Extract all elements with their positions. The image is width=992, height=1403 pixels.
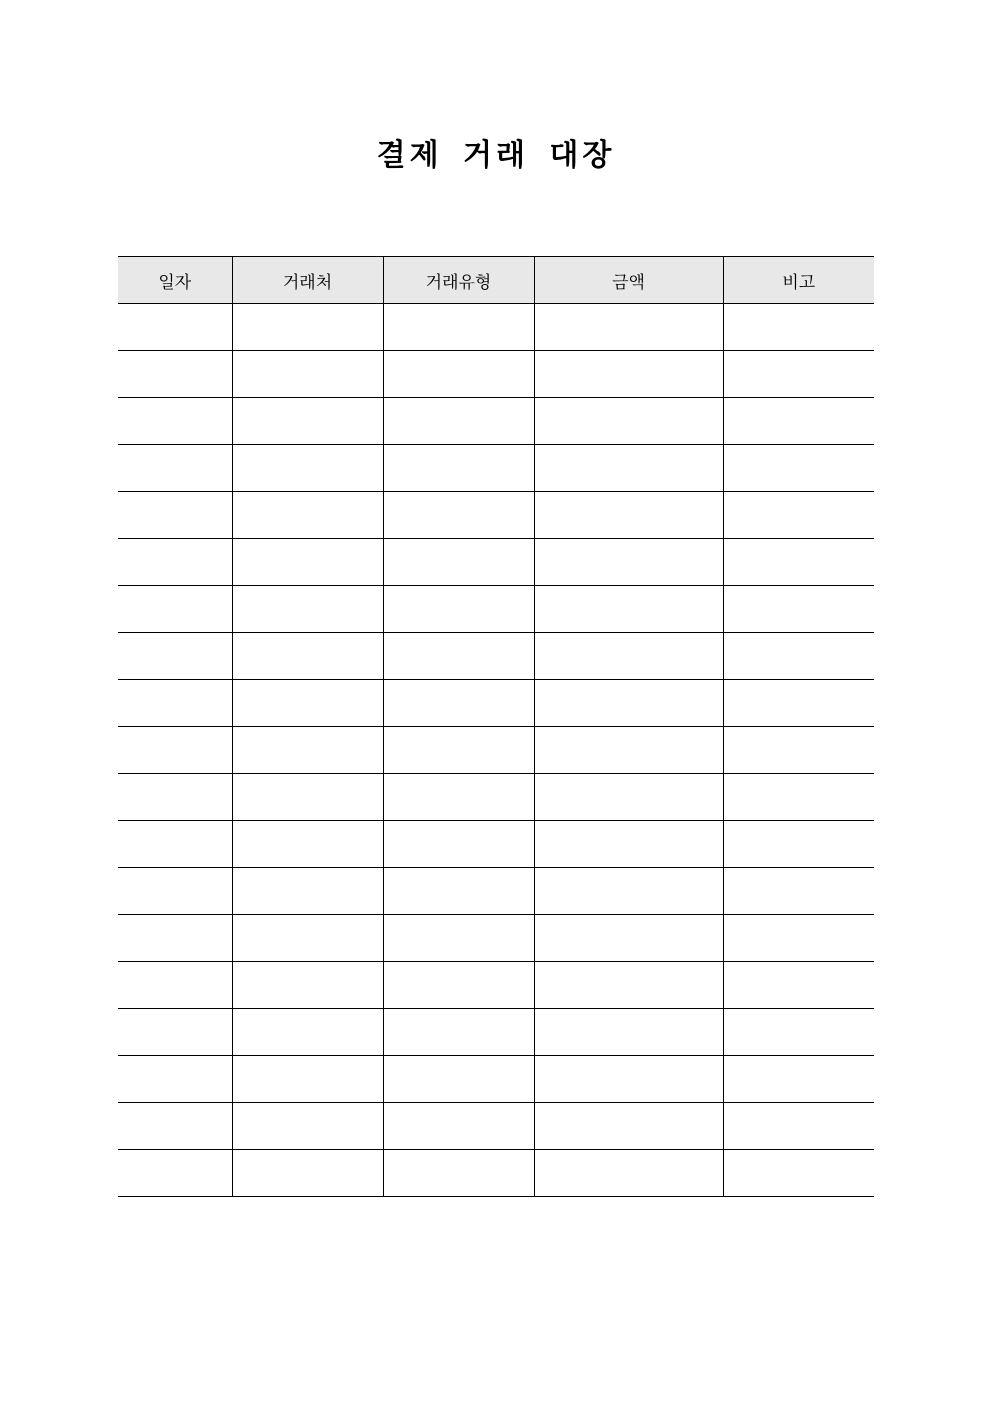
- cell-date: [118, 915, 232, 962]
- cell-note: [723, 1056, 874, 1103]
- cell-date: [118, 1009, 232, 1056]
- cell-client: [232, 539, 383, 586]
- cell-amount: [534, 868, 723, 915]
- cell-transaction-type: [383, 1103, 534, 1150]
- cell-amount: [534, 1009, 723, 1056]
- cell-amount: [534, 398, 723, 445]
- cell-date: [118, 727, 232, 774]
- table-row: [118, 398, 874, 445]
- table-row: [118, 868, 874, 915]
- cell-date: [118, 868, 232, 915]
- cell-transaction-type: [383, 915, 534, 962]
- cell-amount: [534, 962, 723, 1009]
- cell-amount: [534, 1056, 723, 1103]
- cell-note: [723, 351, 874, 398]
- cell-transaction-type: [383, 633, 534, 680]
- cell-client: [232, 962, 383, 1009]
- table-row: [118, 1103, 874, 1150]
- cell-note: [723, 304, 874, 351]
- cell-amount: [534, 727, 723, 774]
- cell-transaction-type: [383, 586, 534, 633]
- cell-client: [232, 304, 383, 351]
- header-note: 비고: [723, 257, 874, 304]
- cell-client: [232, 633, 383, 680]
- cell-note: [723, 868, 874, 915]
- cell-date: [118, 492, 232, 539]
- table-row: [118, 492, 874, 539]
- cell-client: [232, 774, 383, 821]
- cell-date: [118, 445, 232, 492]
- cell-note: [723, 539, 874, 586]
- cell-amount: [534, 633, 723, 680]
- cell-client: [232, 492, 383, 539]
- cell-transaction-type: [383, 1056, 534, 1103]
- cell-note: [723, 680, 874, 727]
- cell-amount: [534, 304, 723, 351]
- cell-client: [232, 398, 383, 445]
- cell-transaction-type: [383, 1009, 534, 1056]
- table-row: [118, 727, 874, 774]
- cell-date: [118, 680, 232, 727]
- cell-amount: [534, 821, 723, 868]
- cell-amount: [534, 1103, 723, 1150]
- cell-note: [723, 962, 874, 1009]
- header-client: 거래처: [232, 257, 383, 304]
- table-row: [118, 1056, 874, 1103]
- cell-transaction-type: [383, 539, 534, 586]
- cell-client: [232, 351, 383, 398]
- header-amount: 금액: [534, 257, 723, 304]
- cell-date: [118, 351, 232, 398]
- cell-client: [232, 1009, 383, 1056]
- cell-transaction-type: [383, 962, 534, 1009]
- cell-amount: [534, 586, 723, 633]
- header-row: [118, 257, 874, 304]
- cell-date: [118, 586, 232, 633]
- cell-client: [232, 915, 383, 962]
- table-row: [118, 633, 874, 680]
- cell-note: [723, 1009, 874, 1056]
- table-row: [118, 774, 874, 821]
- cell-note: [723, 445, 874, 492]
- table-row: [118, 962, 874, 1009]
- cell-transaction-type: [383, 492, 534, 539]
- cell-client: [232, 821, 383, 868]
- table-row: [118, 351, 874, 398]
- cell-transaction-type: [383, 445, 534, 492]
- table-row: [118, 915, 874, 962]
- cell-amount: [534, 445, 723, 492]
- cell-note: [723, 586, 874, 633]
- cell-date: [118, 1103, 232, 1150]
- cell-amount: [534, 1150, 723, 1197]
- table-row: [118, 680, 874, 727]
- cell-note: [723, 727, 874, 774]
- cell-transaction-type: [383, 1150, 534, 1197]
- cell-date: [118, 304, 232, 351]
- cell-note: [723, 1150, 874, 1197]
- cell-client: [232, 445, 383, 492]
- cell-client: [232, 868, 383, 915]
- cell-date: [118, 633, 232, 680]
- cell-transaction-type: [383, 868, 534, 915]
- payment-ledger-table: [118, 256, 874, 1197]
- cell-note: [723, 774, 874, 821]
- table-row: [118, 1009, 874, 1056]
- table-row: [118, 586, 874, 633]
- cell-amount: [534, 351, 723, 398]
- cell-client: [232, 680, 383, 727]
- cell-client: [232, 1150, 383, 1197]
- cell-amount: [534, 539, 723, 586]
- cell-amount: [534, 492, 723, 539]
- header-date: 일자: [118, 257, 232, 304]
- table-row: [118, 304, 874, 351]
- cell-transaction-type: [383, 727, 534, 774]
- cell-amount: [534, 680, 723, 727]
- cell-date: [118, 539, 232, 586]
- cell-note: [723, 633, 874, 680]
- header-transaction-type: 거래유형: [383, 257, 534, 304]
- cell-client: [232, 1103, 383, 1150]
- table-row: [118, 821, 874, 868]
- cell-transaction-type: [383, 398, 534, 445]
- cell-transaction-type: [383, 680, 534, 727]
- cell-note: [723, 492, 874, 539]
- cell-transaction-type: [383, 821, 534, 868]
- cell-date: [118, 1056, 232, 1103]
- cell-transaction-type: [383, 774, 534, 821]
- cell-date: [118, 821, 232, 868]
- table-row: [118, 539, 874, 586]
- table-body: [118, 304, 874, 1197]
- cell-date: [118, 1150, 232, 1197]
- cell-amount: [534, 915, 723, 962]
- cell-note: [723, 398, 874, 445]
- cell-date: [118, 774, 232, 821]
- cell-note: [723, 1103, 874, 1150]
- table-header: [118, 257, 874, 304]
- cell-note: [723, 915, 874, 962]
- cell-date: [118, 398, 232, 445]
- table-row: [118, 445, 874, 492]
- table-row: [118, 1150, 874, 1197]
- cell-client: [232, 1056, 383, 1103]
- document-title: 결제 거래 대장: [376, 138, 616, 173]
- cell-note: [723, 821, 874, 868]
- cell-client: [232, 586, 383, 633]
- cell-amount: [534, 774, 723, 821]
- cell-transaction-type: [383, 351, 534, 398]
- cell-transaction-type: [383, 304, 534, 351]
- cell-client: [232, 727, 383, 774]
- cell-date: [118, 962, 232, 1009]
